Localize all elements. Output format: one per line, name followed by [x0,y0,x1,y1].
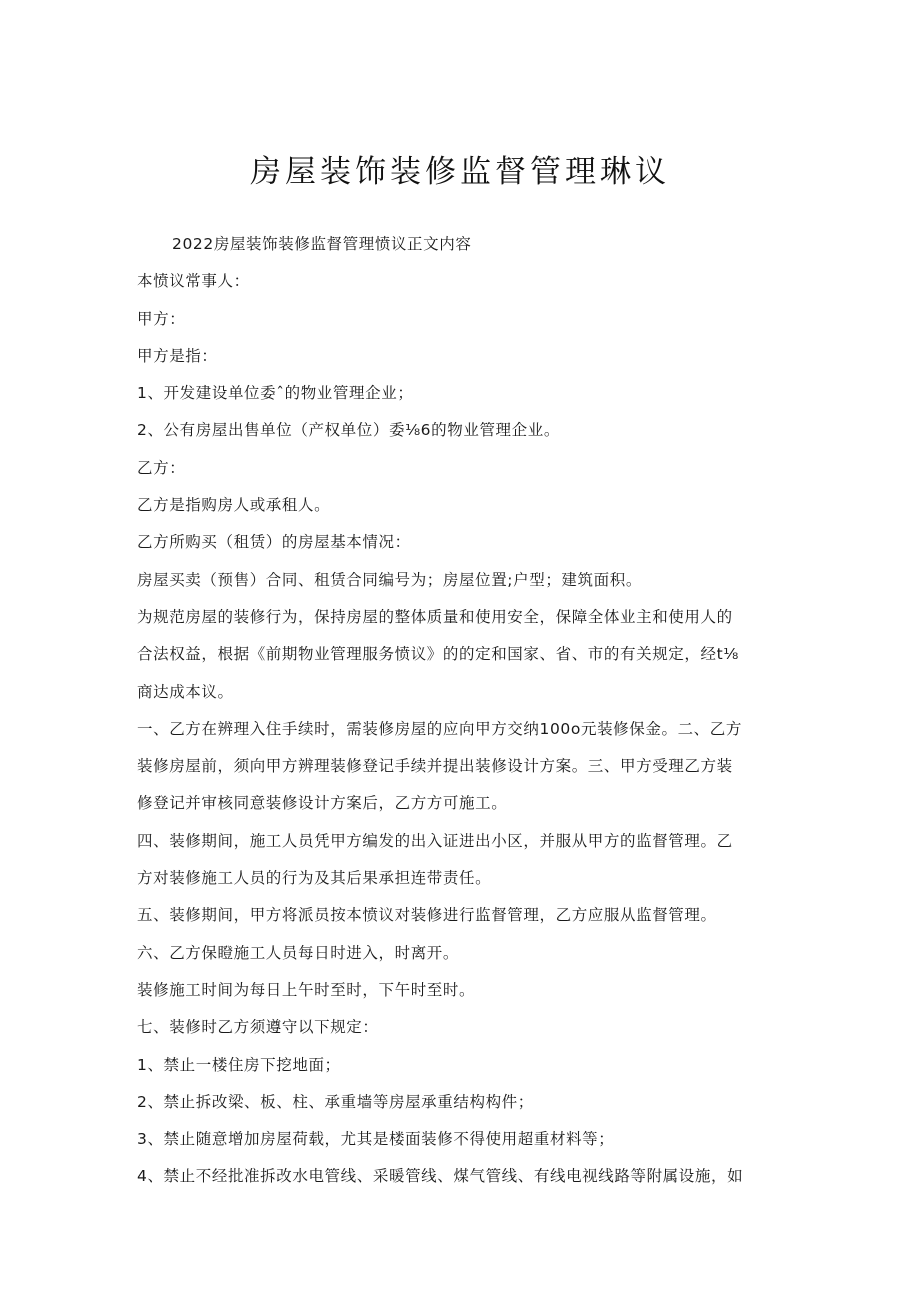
paragraph-line: 乙方所购买（租赁）的房屋基本情况： [137,533,411,552]
paragraph-line: 4、禁止不经批准拆改水电管线、采暖管线、煤气管线、有线电视线路等附属设施，如 [137,1167,744,1186]
paragraph-line: 乙方是指购房人或承租人。 [137,496,331,515]
paragraph-line: 3、禁止随意增加房屋荷载，尤其是楼面装修不得使用超重材料等； [137,1130,615,1149]
paragraph-line: 为规范房屋的装修行为，保持房屋的整体质量和使用安全，保障全体业主和使用人的 [137,607,733,626]
paragraph-line: 五、装修期间，甲方将派员按本愤议对装修进行监督管理，乙方应服从监督管理。 [137,906,717,925]
paragraph-line: 修登记并审核同意装修设计方案后，乙方方可施工。 [137,794,508,813]
paragraph-line: 装修房屋前，须向甲方辨理装修登记手续并提出装修设计方案。三、甲方受理乙方装 [137,757,733,776]
paragraph-line: 七、装修时乙方须遵守以下规定： [137,1018,379,1037]
document-subtitle: 2022房屋装饰装修监督管理愤议正文内容 [172,235,472,253]
paragraph-line: 合法权益，根据《前期物业管理服务愤议》的的定和国家、省、市的有关规定，经t⅛ [137,645,739,664]
document-body [137,226,777,1196]
paragraph-line: 1、禁止一楼住房下挖地面； [137,1055,341,1074]
paragraph-line: 1、开发建设单位委ˆ的物业管理企业； [137,384,414,403]
paragraph-line: 商达成本议。 [137,682,234,701]
paragraph-line: 房屋买卖（预售）合同、租赁合同编号为；房屋位置;户型；建筑面积。 [137,570,642,589]
paragraph-line: 六、乙方保瞪施工人员每日时进入，时离开。 [137,943,460,962]
paragraph-line: 四、装修期间，施工人员凭甲方编发的出入证进出小区，并服从甲方的监督管理。乙 [137,831,733,850]
paragraph-line: 2、禁止拆改梁、板、柱、承重墙等房屋承重结构构件； [137,1092,534,1111]
document-title: 房屋装饰装修监督管理琳议 [250,154,670,190]
paragraph-line: 甲方是指： [137,346,218,365]
paragraph-line: 2、公有房屋出售单位（产权单位）委⅛6的物业管理企业。 [137,421,560,440]
paragraph-line: 一、乙方在辨理入住手续时，需装修房屋的应向甲方交纳100o元装修保金。二、乙方 [137,719,742,738]
paragraph-line: 乙方： [137,458,186,477]
paragraph-line: 方对装修施工人员的行为及其后果承担连带责任。 [137,869,492,888]
paragraph-line: 本愤议常事人： [137,272,250,291]
paragraph-line: 甲方： [137,309,186,328]
paragraph-line: 装修施工时间为每日上午时至时，下午时至时。 [137,980,476,999]
